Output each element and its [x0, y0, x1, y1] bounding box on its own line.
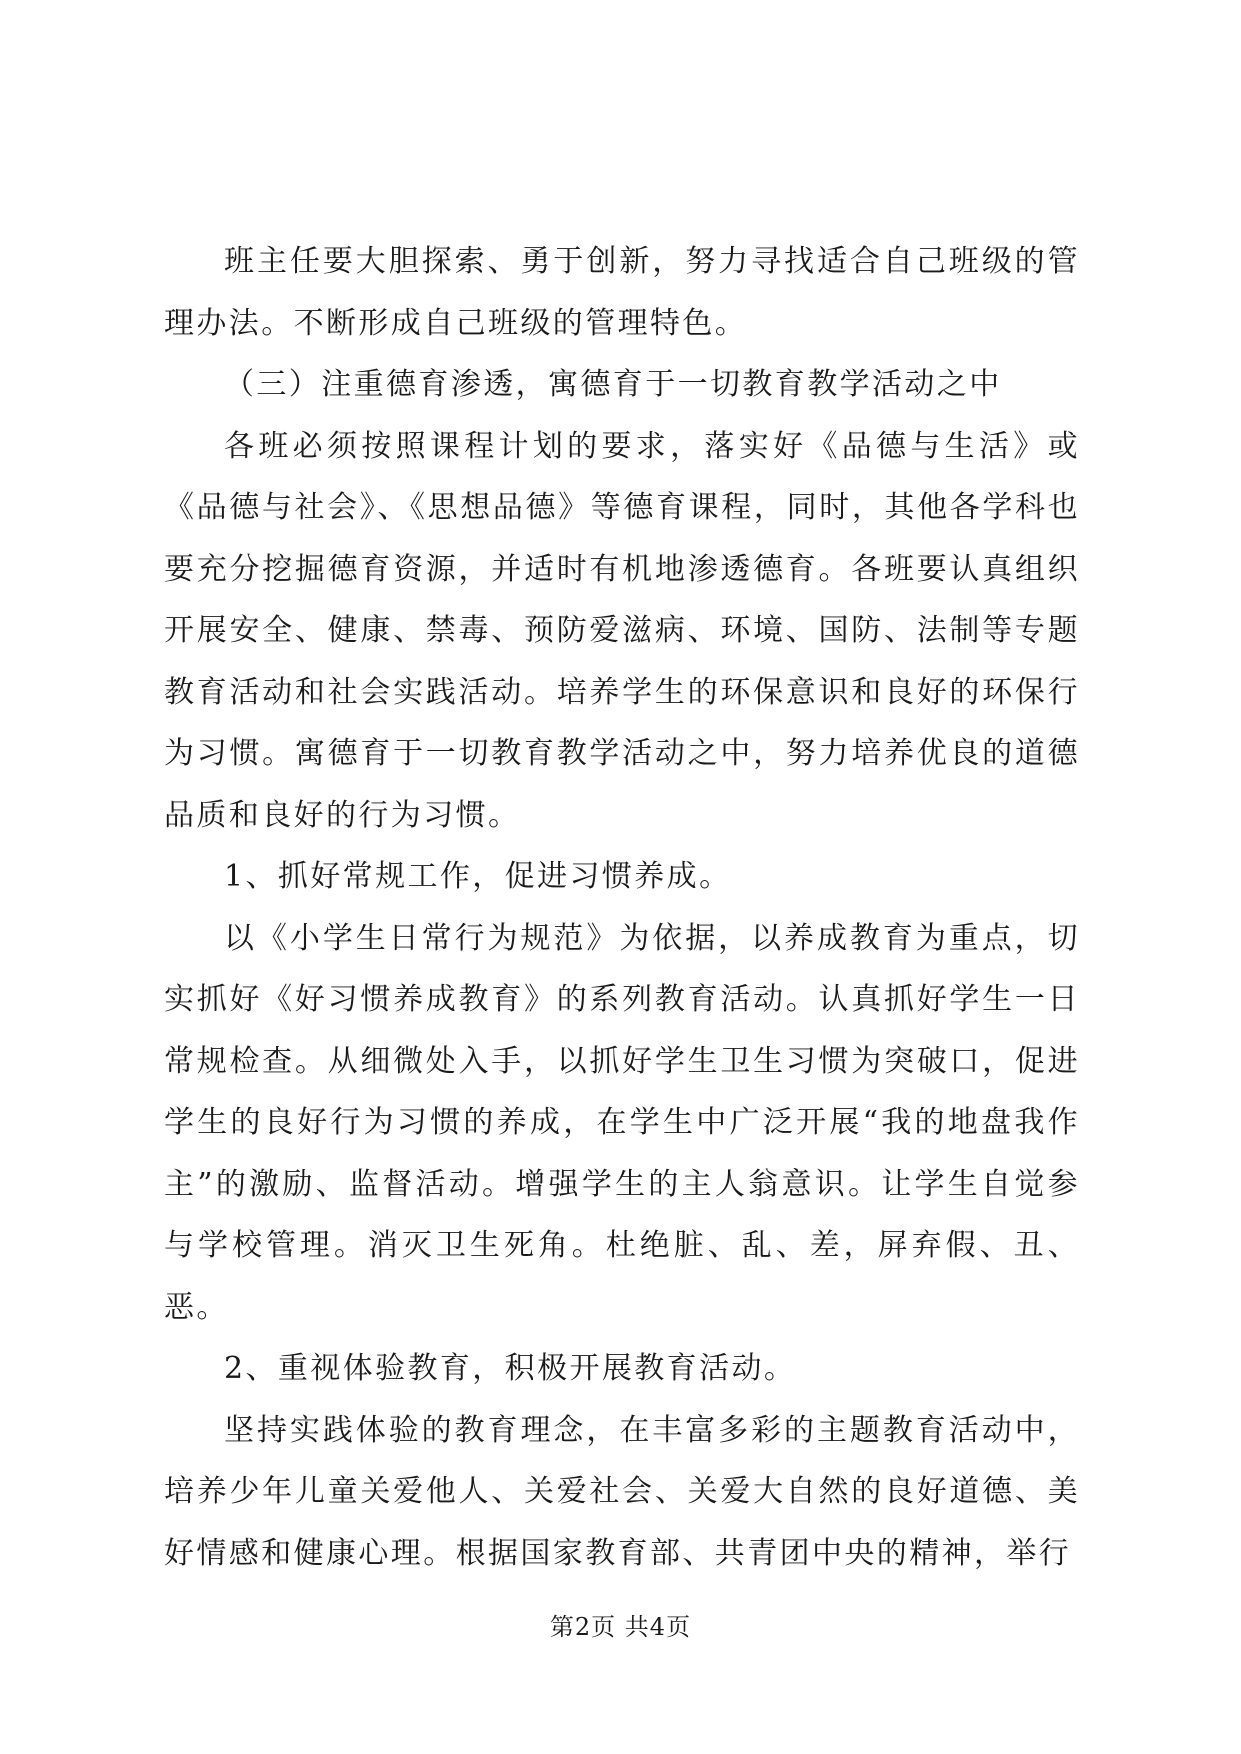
paragraph-moral-curriculum: 各班必须按照课程计划的要求，落实好《品德与生活》或《品德与社会》、《思想品德》等德育课程，同时，其他各学科也要充分挖掘德育资源，并适时有机地渗透德育。各班要认真组织开展安全、健康、禁毒、预防爱滋病、环境、国防、法制等专题教育活动和社会实践活动。培养学生的环保意识和良好的环保行为习惯。寓德育于一切教育教学活动之中，努力培养优良的道德品质和良好的行为习惯。: [164, 428, 1080, 833]
page-number-indicator: 第2页 共4页: [549, 1613, 692, 1641]
section-heading-moral-education: （三）注重德育渗透，寓德育于一切教育教学活动之中: [224, 367, 1002, 402]
subheading-experience-education: 2、重视体验教育，积极开展教育活动。: [224, 1351, 797, 1386]
page-footer: [0, 1612, 1241, 1642]
paragraph-class-management: 班主任要大胆探索、勇于创新，努力寻找适合自己班级的管理办法。不断形成自己班级的管理特色。: [164, 244, 1080, 341]
paragraph-practice-experience: 坚持实践体验的教育理念，在丰富多彩的主题教育活动中，培养少年儿童关爱他人、关爱社会、关爱大自然的良好道德、美好情感和健康心理。根据国家教育部、共青团中央的精神，举行: [164, 1412, 1080, 1571]
paragraph-habit-formation: 以《小学生日常行为规范》为依据，以养成教育为重点，切实抓好《好习惯养成教育》的系列教育活动。认真抓好学生一日常规检查。从细微处入手，以抓好学生卫生习惯为突破口，促进学生的良好行为习惯的养成，在学生中广泛开展“我的地盘我作主”的激励、监督活动。增强学生的主人翁意识。让学生自觉参与学校管理。消灭卫生死角。杜绝脏、乱、差，屏弃假、丑、恶。: [164, 920, 1080, 1325]
subheading-routine-work: 1、抓好常规工作，促进习惯养成。: [224, 859, 732, 894]
document-body: [164, 231, 1080, 1584]
